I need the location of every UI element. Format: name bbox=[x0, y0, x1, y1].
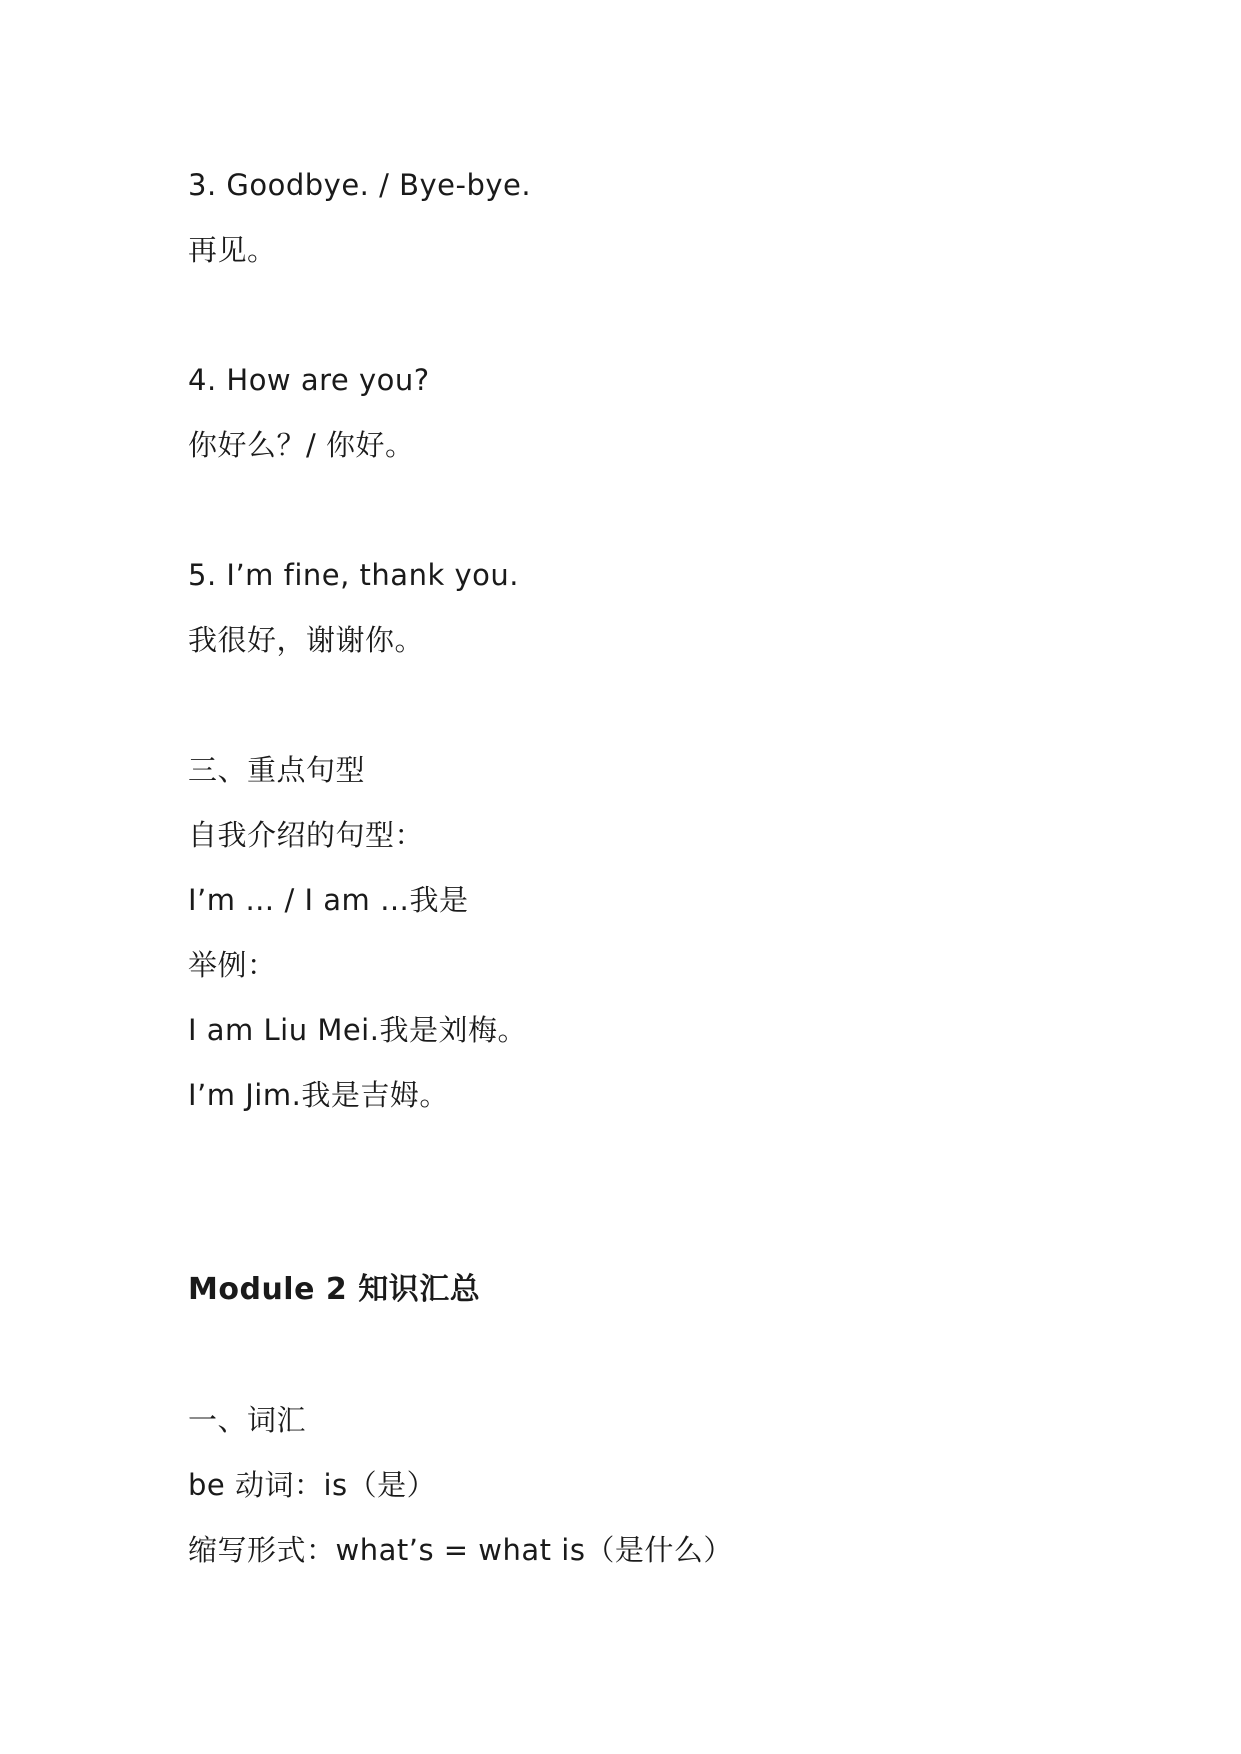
example-jim: I’m Jim.我是吉姆。 bbox=[188, 1078, 449, 1112]
example-label: 举例： bbox=[188, 948, 277, 982]
self-intro-pattern: I’m … / I am …我是 bbox=[188, 883, 469, 917]
section-heading-key-sentences: 三、重点句型 bbox=[188, 753, 366, 787]
module-2-title: Module 2 知识汇总 bbox=[188, 1272, 481, 1307]
be-verb-entry: be 动词：is（是） bbox=[188, 1468, 437, 1502]
phrase-im-fine: 5. I’m fine, thank you. bbox=[188, 558, 519, 592]
phrase-how-are-you-translation: 你好么？/ 你好。 bbox=[188, 428, 415, 462]
self-intro-pattern-label: 自我介绍的句型： bbox=[188, 818, 425, 852]
phrase-goodbye: 3. Goodbye. / Bye-bye. bbox=[188, 168, 532, 202]
contraction-entry: 缩写形式：what’s = what is（是什么） bbox=[188, 1533, 733, 1567]
example-liu-mei: I am Liu Mei.我是刘梅。 bbox=[188, 1013, 527, 1047]
phrase-im-fine-translation: 我很好，谢谢你。 bbox=[188, 623, 425, 657]
phrase-goodbye-translation: 再见。 bbox=[188, 233, 277, 267]
phrase-how-are-you: 4. How are you? bbox=[188, 363, 430, 397]
section-heading-vocabulary: 一、词汇 bbox=[188, 1403, 307, 1437]
